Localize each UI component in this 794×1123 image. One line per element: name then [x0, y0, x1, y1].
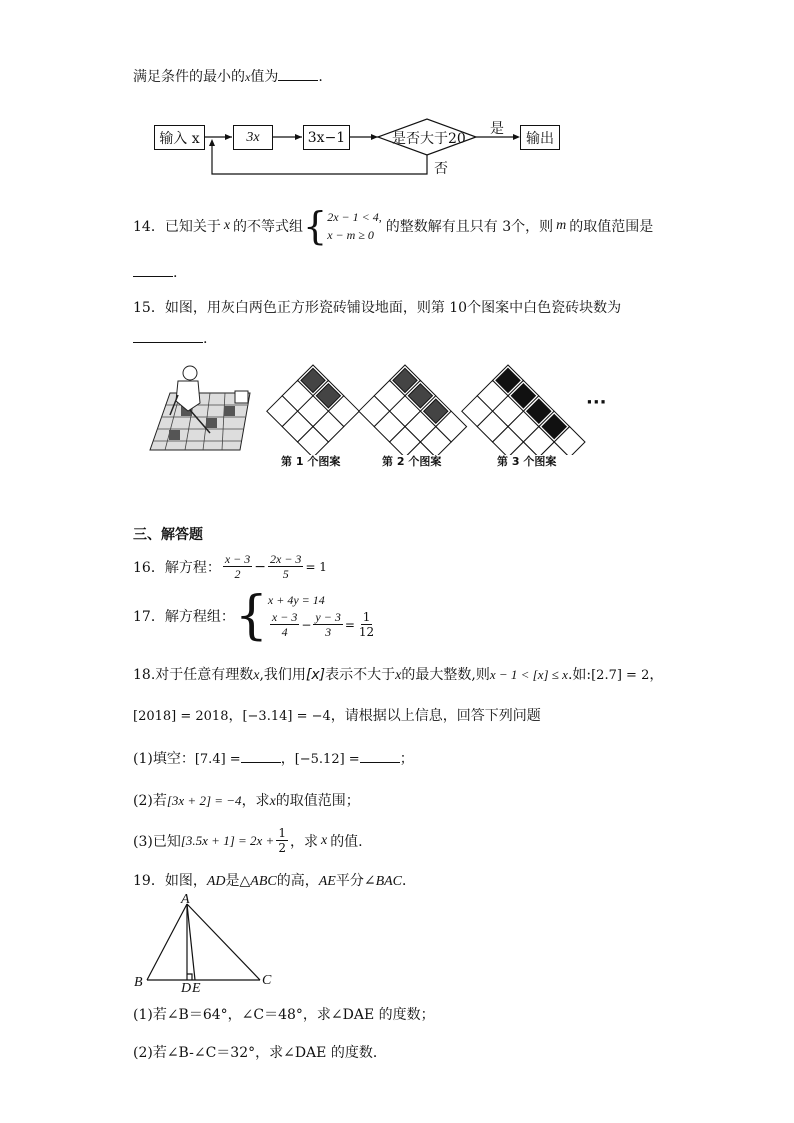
- q17-number: 17．: [133, 609, 165, 625]
- label-C: C: [262, 973, 272, 988]
- q14-line: [133, 204, 654, 248]
- q16-number: 16．: [133, 559, 165, 576]
- label-E: E: [192, 981, 201, 996]
- q18-p3-frac: $\frac{1}{2}$: [278, 826, 286, 855]
- q18-blank-1[interactable]: [241, 750, 281, 763]
- q13-text2: 值为: [250, 69, 279, 85]
- q14-ineq1: 2x − 1 < 4,: [327, 210, 382, 224]
- pattern-1: [267, 365, 359, 455]
- q19-part1: (1)若∠B＝64°，∠C＝48°，求∠DAE 的度数；: [133, 1007, 435, 1023]
- q13-var: x: [245, 70, 251, 84]
- label-B: B: [134, 975, 143, 990]
- q18-line1: 18.对于任意有理数x,我们用[x]表示不大于x的最大整数,则x − 1 < [x] ≤ x.如:[2.7] = 2，: [133, 667, 664, 683]
- flow-yes-label: 是: [490, 121, 504, 137]
- flow-step2-box: 3x−1: [303, 125, 350, 150]
- q14-text-a: 已知关于: [164, 219, 221, 235]
- q17-brace: {: [234, 586, 268, 646]
- flow-step1-box: 3x: [233, 125, 273, 150]
- worker-illustration: [150, 366, 250, 450]
- flow-no-label: 否: [434, 161, 448, 177]
- q19-line1: 19．如图，AD是△ABC的高，AE平分∠BAC．: [133, 873, 417, 889]
- q14-ineq2: x − m ≥ 0: [327, 228, 374, 242]
- flow-input-box: 输入 x: [154, 125, 205, 150]
- q17-line: [133, 586, 378, 646]
- q19-part2: (2)若∠B-∠C＝32°，求∠DAE 的度数．: [133, 1045, 387, 1061]
- q16-label: 解方程：: [164, 559, 221, 576]
- q18-blank-2[interactable]: [360, 750, 400, 763]
- q15-number: 15．: [133, 300, 165, 316]
- label-A: A: [181, 892, 190, 907]
- section-3-title: 三、解答题: [133, 527, 203, 543]
- q14-brace: {: [303, 204, 328, 248]
- q13-period: .: [318, 69, 323, 85]
- q14-text-d: 的取值范围是: [569, 219, 654, 235]
- pattern-3-caption: 第 3 个图案: [497, 455, 557, 468]
- flowchart-lines: [0, 0, 794, 200]
- pattern-3: [462, 365, 585, 455]
- q14-var-m: m: [556, 218, 567, 233]
- label-D: D: [181, 981, 192, 996]
- q18-part2: (2)若[3x + 2] = −4，求x的取值范围；: [133, 793, 360, 809]
- pattern-2-caption: 第 2 个图案: [382, 455, 442, 468]
- q14-answer-blank[interactable]: [133, 264, 173, 277]
- q18-part3: (3)已知 [3.5x + 1] = 2x + $\frac{1}{2}$ ，求 x 的值.: [133, 826, 363, 855]
- q16-frac2: $\frac{2x - 3}{5}$: [270, 552, 302, 581]
- q17-label: 解方程组：: [164, 609, 235, 625]
- q15-answer-blank[interactable]: [133, 330, 203, 343]
- q15-text: 如图，用灰白两色正方形瓷砖铺设地面，则第 10个图案中白色瓷砖块数为: [164, 300, 622, 316]
- pattern-2: [359, 365, 467, 455]
- q14-number: 14．: [133, 219, 165, 235]
- q16-frac1: $\frac{x - 3}{2}$: [224, 552, 251, 581]
- pattern-1-caption: 第 1 个图案: [281, 455, 341, 468]
- q18-part1: (1)填空：[7.4] = ，[−5.12] = ；: [133, 751, 414, 767]
- q14-text-b: 的不等式组: [233, 219, 304, 235]
- q16-line: 16． 解方程： $\frac{x - 3}{2}$ − $\frac{2x - 3}{5}$ = 1: [133, 552, 327, 581]
- q15-figures: [140, 355, 620, 455]
- q15-answer-line: .: [133, 330, 207, 347]
- pattern-ellipsis: ···: [586, 392, 607, 413]
- flow-decision-text: 是否大于20: [392, 131, 466, 147]
- q14-system: [327, 208, 382, 244]
- q17-system: [268, 593, 378, 639]
- q14-text-c: 的整数解有且只有 3个，则: [385, 219, 554, 235]
- q17-eq1: x + 4y = 14: [267, 593, 325, 607]
- q13-text: 满足条件的最小的: [133, 69, 245, 85]
- q18-line2: [2018] = 2018，[−3.14] = −4，请根据以上信息，回答下列问题: [133, 708, 541, 724]
- flow-output-box: 输出: [520, 125, 560, 150]
- q14-var-x: x: [223, 218, 231, 233]
- q14-answer-line: .: [133, 264, 177, 281]
- q15-line: [133, 297, 621, 317]
- q16-rhs: = 1: [305, 559, 327, 574]
- q17-eq2: $\frac{x - 3}{4}$ − $\frac{y - 3}{3}$ = $\frac{1}{12}$: [271, 610, 375, 639]
